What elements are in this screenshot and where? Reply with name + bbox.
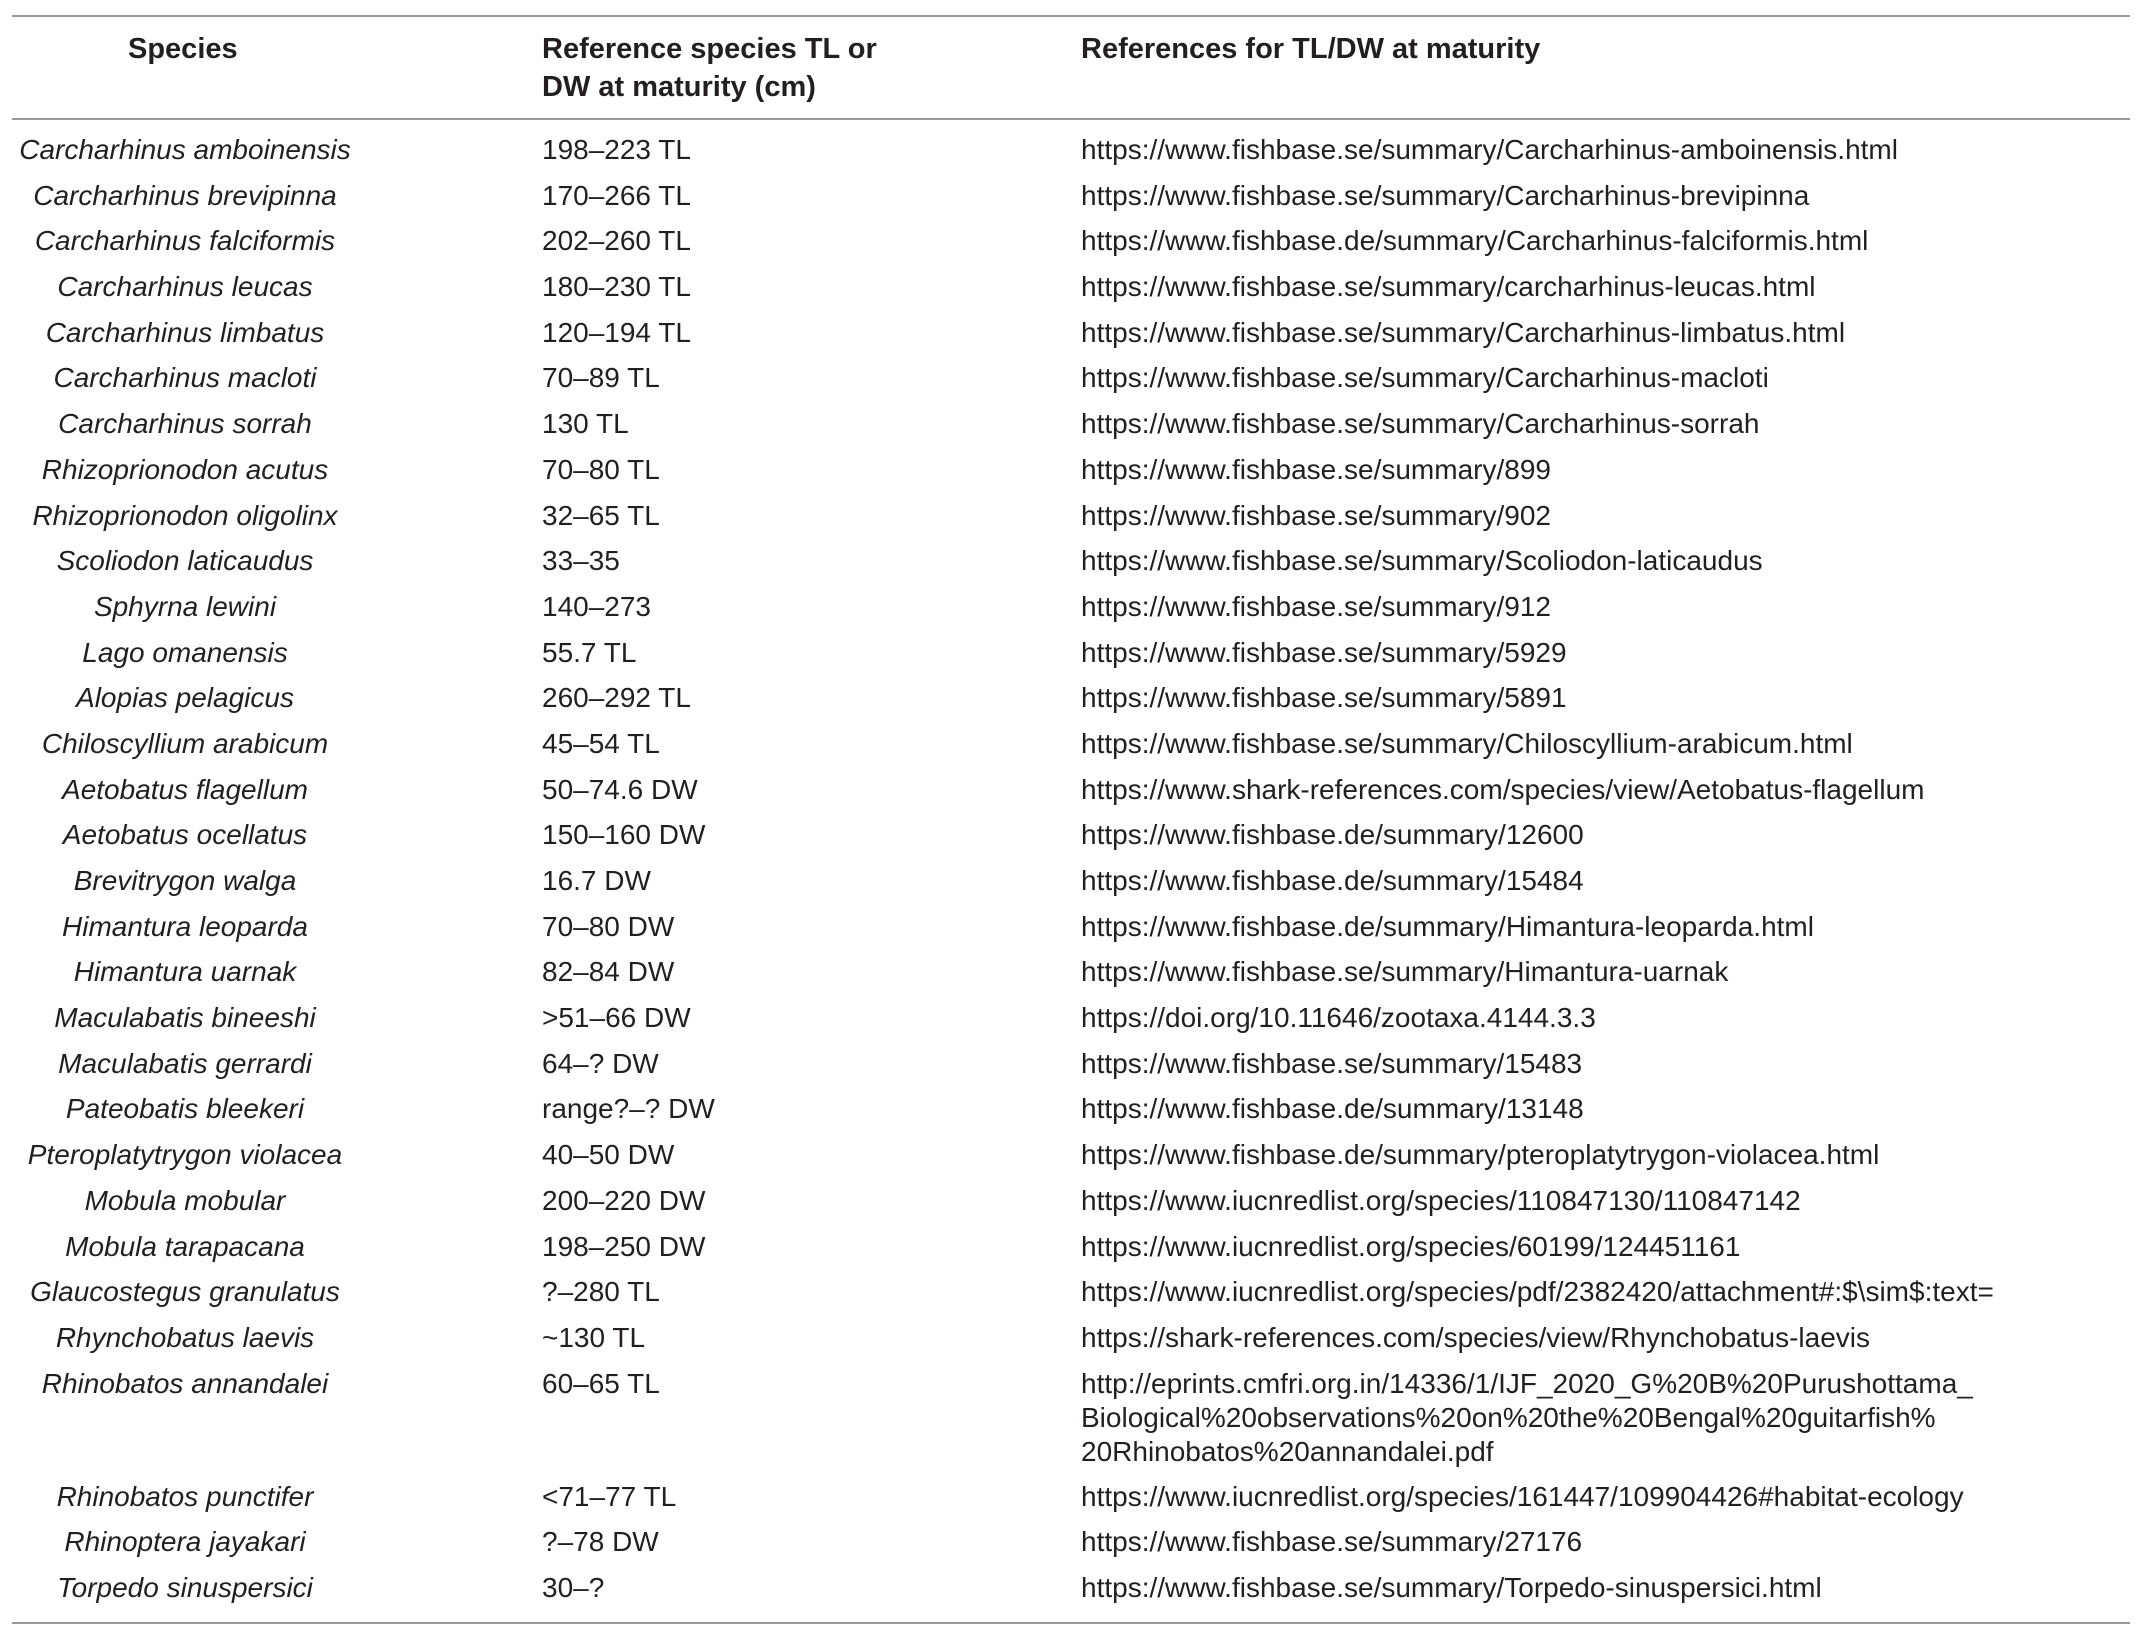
- species-cell: Carcharhinus falciformis: [34, 225, 336, 257]
- maturity-size-cell: 33–35: [542, 545, 620, 577]
- table-row: [0, 265, 2138, 311]
- reference-url-cell: https://www.fishbase.se/summary/Carcharhinus-sorrah: [1081, 408, 1760, 440]
- reference-url-cell: https://www.iucnredlist.org/species/110847130/110847142: [1081, 1184, 1801, 1216]
- table-row: [0, 813, 2138, 859]
- table-row: [0, 402, 2138, 448]
- maturity-size-cell: range?–? DW: [542, 1093, 715, 1125]
- maturity-size-cell: 64–? DW: [542, 1047, 659, 1079]
- species-cell: Himantura uarnak: [73, 956, 297, 988]
- reference-url-cell: https://www.fishbase.de/summary/pteroplatytrygon-violacea.html: [1081, 1139, 1880, 1171]
- reference-url-cell: https://www.fishbase.se/summary/5929: [1081, 636, 1567, 668]
- reference-url-cell: https://shark-references.com/species/view/Rhynchobatus-laevis: [1081, 1321, 1871, 1353]
- table-row: [0, 128, 2138, 174]
- maturity-size-cell: ~130 TL: [542, 1321, 646, 1353]
- reference-url-cell: https://www.fishbase.se/summary/Carcharhinus-amboinensis.html: [1081, 134, 1898, 165]
- reference-url-cell: https://www.fishbase.se/summary/5891: [1081, 682, 1567, 714]
- species-cell: Mobula tarapacana: [65, 1230, 305, 1262]
- reference-url-cell: https://www.fishbase.de/summary/13148: [1081, 1093, 1584, 1125]
- species-cell: Rhizoprionodon acutus: [41, 453, 329, 485]
- reference-url-cell: https://www.fishbase.de/summary/Carcharhinus-falciformis.html: [1081, 225, 1869, 257]
- maturity-size-cell: 60–65 TL: [542, 1367, 660, 1399]
- species-cell: Carcharhinus limbatus: [45, 316, 325, 348]
- reference-url-cell: https://doi.org/10.11646/zootaxa.4144.3.3: [1081, 1002, 1596, 1034]
- table-bottom-rule: [12, 1622, 2130, 1624]
- maturity-size-cell: 30–?: [542, 1571, 605, 1603]
- species-cell: Glaucostegus granulatus: [30, 1276, 340, 1308]
- table-row: [0, 950, 2138, 996]
- reference-url-cell: https://www.fishbase.se/summary/899: [1081, 453, 1551, 485]
- species-cell: Carcharhinus macloti: [53, 362, 317, 394]
- reference-url-cell: https://www.fishbase.se/summary/Carcharhinus-brevipinna: [1081, 179, 1810, 211]
- table-row: [0, 1042, 2138, 1088]
- maturity-size-cell: ?–280 TL: [542, 1276, 660, 1308]
- reference-url-cell: https://www.fishbase.se/summary/carcharhinus-leucas.html: [1081, 271, 1816, 303]
- maturity-size-cell: 55.7 TL: [542, 636, 637, 668]
- table-row: [0, 1225, 2138, 1271]
- table-row: [0, 722, 2138, 768]
- maturity-size-cell: 140–273: [542, 590, 652, 622]
- reference-url-cell: https://www.fishbase.se/summary/912: [1081, 590, 1551, 622]
- species-cell: Carcharhinus sorrah: [58, 408, 312, 440]
- maturity-size-cell: 16.7 DW: [542, 865, 651, 896]
- maturity-size-cell: 180–230 TL: [542, 271, 691, 303]
- species-cell: Rhizoprionodon oligolinx: [32, 499, 338, 531]
- species-cell: Aetobatus ocellatus: [62, 819, 308, 851]
- maturity-size-cell: 202–260 TL: [542, 225, 691, 257]
- maturity-size-cell: 32–65 TL: [542, 499, 660, 531]
- species-cell: Rhinobatos punctifer: [56, 1480, 314, 1512]
- species-cell: Rhinobatos annandalei: [41, 1367, 329, 1399]
- table-row: [0, 676, 2138, 722]
- table-row: [0, 859, 2138, 905]
- table-row: [0, 905, 2138, 951]
- reference-url-cell: https://www.fishbase.se/summary/Himantura-uarnak: [1081, 956, 1729, 988]
- reference-url-cell: https://www.fishbase.se/summary/Carcharhinus-limbatus.html: [1081, 316, 1846, 348]
- table-row: [0, 996, 2138, 1042]
- table-row: [0, 494, 2138, 540]
- maturity-size-cell: 45–54 TL: [542, 727, 660, 759]
- table-row: [0, 1362, 2138, 1475]
- species-cell: Mobula mobular: [84, 1184, 286, 1216]
- species-cell: Torpedo sinuspersici: [57, 1571, 313, 1603]
- maturity-size-cell: 170–266 TL: [542, 179, 691, 211]
- species-cell: Aetobatus flagellum: [62, 773, 308, 805]
- maturity-size-cell: 82–84 DW: [542, 956, 675, 988]
- species-cell: Carcharhinus amboinensis: [19, 134, 351, 165]
- species-cell: Pteroplatytrygon violacea: [27, 1139, 343, 1171]
- table-row: [0, 1087, 2138, 1133]
- reference-url-cell: https://www.fishbase.de/summary/12600: [1081, 819, 1584, 851]
- table-row: [0, 539, 2138, 585]
- header-reference-line2: DW at maturity (cm): [542, 71, 816, 103]
- reference-url-cell: https://www.shark-references.com/species/view/Aetobatus-flagellum: [1081, 773, 1925, 805]
- species-cell: Alopias pelagicus: [76, 682, 294, 714]
- table-row: [0, 1179, 2138, 1225]
- reference-url-cell: http://eprints.cmfri.org.in/14336/1/IJF_2020_G%20B%20Purushottama_ Biological%20observations%20on%20the%20Bengal%20guitarfish% 20Rhinobatos%20annandalei.pdf: [1081, 1367, 1973, 1467]
- header-references: References for TL/DW at maturity: [1081, 33, 1541, 65]
- reference-url-cell: https://www.iucnredlist.org/species/161447/109904426#habitat-ecology: [1081, 1480, 1964, 1512]
- species-cell: Maculabatis bineeshi: [54, 1002, 316, 1034]
- table-row: [0, 768, 2138, 814]
- maturity-size-cell: 200–220 DW: [542, 1184, 706, 1216]
- reference-url-cell: https://www.fishbase.de/summary/Himantura-leoparda.html: [1081, 910, 1814, 942]
- table-row: [0, 1133, 2138, 1179]
- reference-url-cell: https://www.fishbase.se/summary/902: [1081, 499, 1551, 531]
- species-cell: Brevitrygon walga: [73, 865, 297, 896]
- table-row: [0, 356, 2138, 402]
- species-cell: Rhinoptera jayakari: [64, 1526, 306, 1558]
- header-reference-length: [542, 30, 877, 106]
- table-row: [0, 1566, 2138, 1612]
- table-row: [0, 219, 2138, 265]
- maturity-size-cell: <71–77 TL: [542, 1480, 677, 1512]
- reference-url-cell: https://www.fishbase.se/summary/Chiloscyllium-arabicum.html: [1081, 727, 1853, 759]
- species-cell: Sphyrna lewini: [93, 590, 277, 622]
- header-reference-line1: Reference species TL or: [542, 33, 877, 65]
- table-row: [0, 448, 2138, 494]
- reference-url-cell: https://www.fishbase.se/summary/27176: [1081, 1526, 1583, 1558]
- maturity-size-cell: 70–89 TL: [542, 362, 660, 394]
- species-cell: Chiloscyllium arabicum: [41, 727, 329, 759]
- species-cell: Carcharhinus brevipinna: [33, 179, 337, 211]
- species-cell: Lago omanensis: [82, 636, 288, 668]
- species-cell: Scoliodon laticaudus: [56, 545, 314, 577]
- reference-url-cell: https://www.fishbase.se/summary/15483: [1081, 1047, 1583, 1079]
- table-row: [0, 1475, 2138, 1521]
- table-row: [0, 174, 2138, 220]
- table-row: [0, 1270, 2138, 1316]
- table-row: [0, 631, 2138, 677]
- maturity-size-cell: 70–80 DW: [542, 910, 675, 942]
- table-row: [0, 1520, 2138, 1566]
- species-cell: Maculabatis gerrardi: [58, 1047, 312, 1079]
- maturity-size-cell: 198–250 DW: [542, 1230, 706, 1262]
- species-cell: Rhynchobatus laevis: [55, 1321, 315, 1353]
- header-rule: [12, 118, 2130, 120]
- table-row: [0, 1316, 2138, 1362]
- maturity-size-cell: 40–50 DW: [542, 1139, 675, 1171]
- species-cell: Himantura leoparda: [62, 910, 308, 942]
- maturity-size-cell: 120–194 TL: [542, 316, 691, 348]
- maturity-size-cell: ?–78 DW: [542, 1526, 659, 1558]
- species-cell: Pateobatis bleekeri: [65, 1093, 305, 1125]
- reference-url-cell: https://www.fishbase.de/summary/15484: [1081, 865, 1584, 896]
- table-top-rule: [12, 15, 2130, 17]
- reference-url-cell: https://www.iucnredlist.org/species/60199/124451161: [1081, 1230, 1741, 1262]
- reference-url-cell: https://www.iucnredlist.org/species/pdf/2382420/attachment#:$\sim$:text=: [1081, 1276, 1994, 1308]
- maturity-size-cell: 70–80 TL: [542, 453, 660, 485]
- header-species: Species: [128, 33, 238, 65]
- reference-url-cell: https://www.fishbase.se/summary/Torpedo-sinuspersici.html: [1081, 1571, 1822, 1603]
- table-row: [0, 585, 2138, 631]
- maturity-size-cell: 198–223 TL: [542, 134, 691, 165]
- maturity-size-cell: 50–74.6 DW: [542, 773, 698, 805]
- table-body: [0, 128, 2138, 1612]
- maturity-size-cell: >51–66 DW: [542, 1002, 691, 1034]
- maturity-size-cell: 130 TL: [542, 408, 629, 440]
- table-row: [0, 311, 2138, 357]
- maturity-size-cell: 260–292 TL: [542, 682, 691, 714]
- species-cell: Carcharhinus leucas: [57, 271, 313, 303]
- reference-url-cell: https://www.fishbase.se/summary/Scoliodon-laticaudus: [1081, 545, 1763, 577]
- maturity-size-cell: 150–160 DW: [542, 819, 706, 851]
- reference-url-cell: https://www.fishbase.se/summary/Carcharhinus-macloti: [1081, 362, 1769, 394]
